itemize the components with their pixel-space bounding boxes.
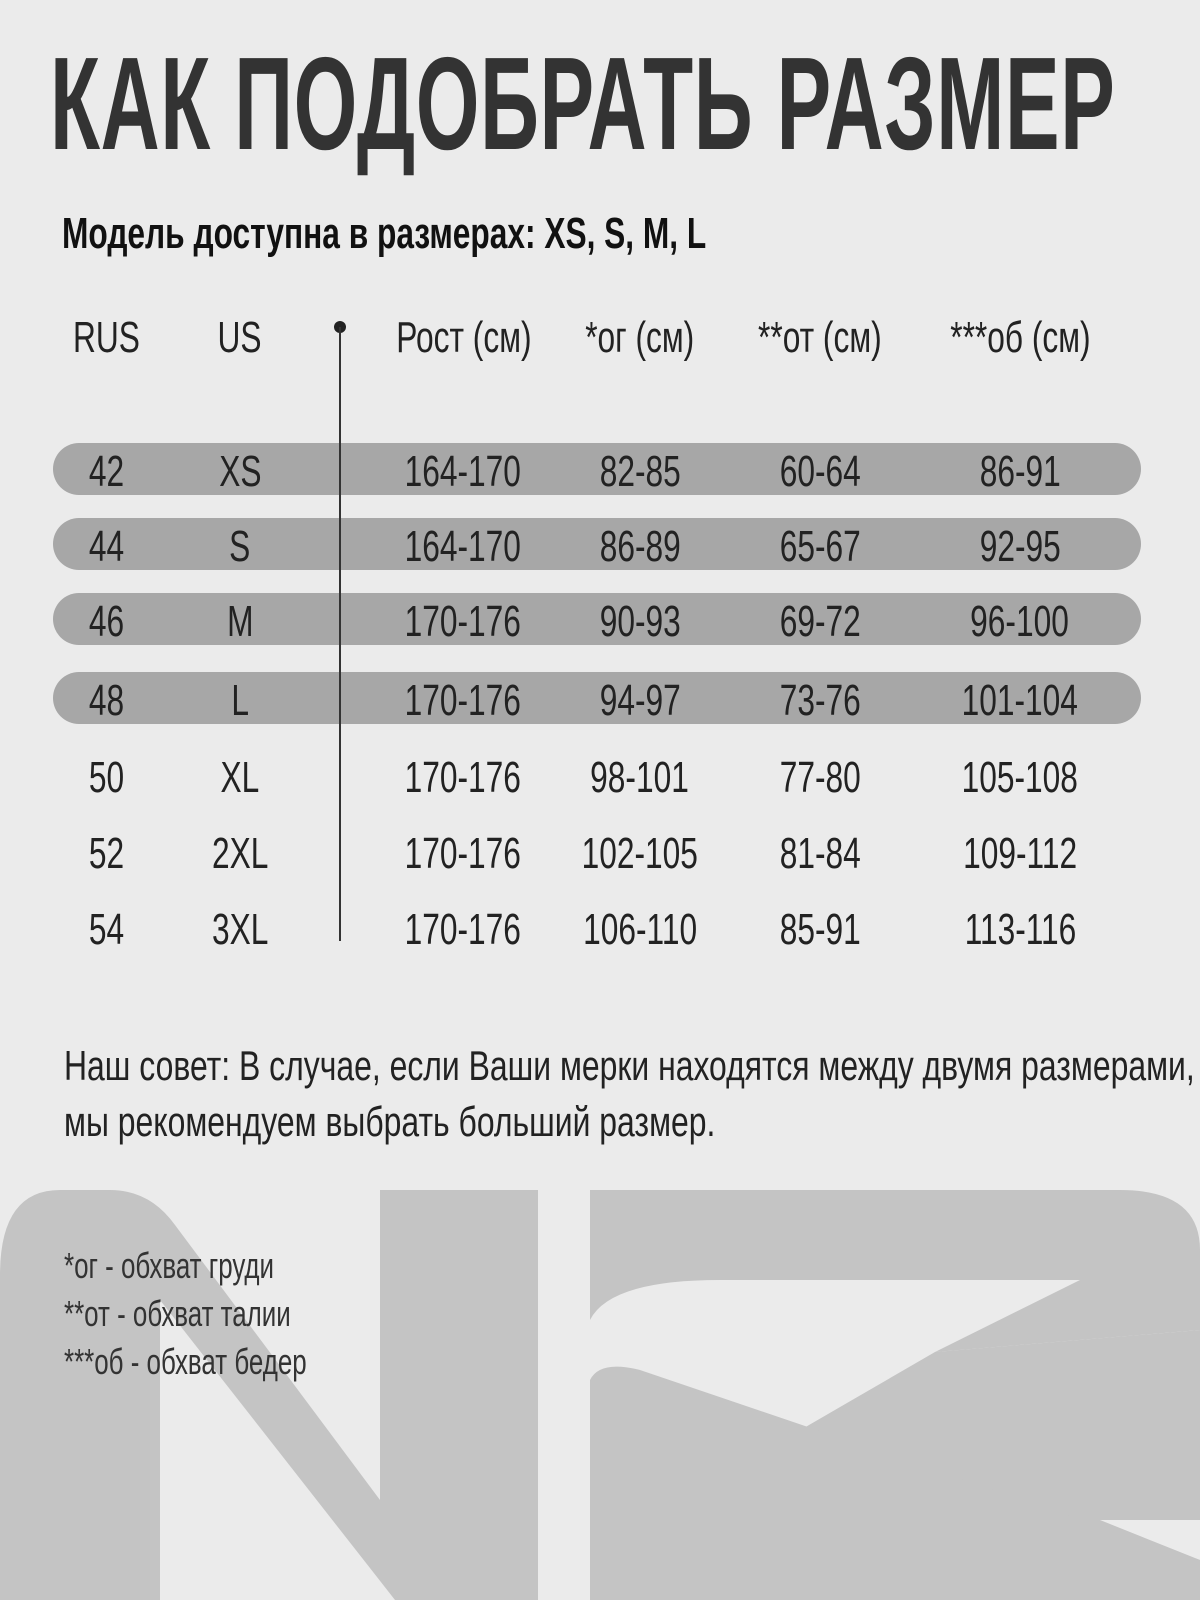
cell-us: XS: [218, 447, 262, 496]
cell-height: 170-176: [404, 753, 521, 802]
header-waist: **от (см): [758, 313, 882, 362]
cell-waist: 73-76: [779, 676, 861, 725]
cell-chest: 106-110: [583, 905, 697, 954]
cell-us: M: [226, 597, 254, 646]
header-hips: ***об (см): [949, 313, 1091, 362]
header-height: Рост (см): [396, 313, 532, 362]
header-chest: *ог (см): [585, 313, 695, 362]
cell-us: 2XL: [211, 829, 269, 878]
cell-chest: 90-93: [599, 597, 681, 646]
cell-us: S: [229, 522, 251, 571]
cell-hips: 96-100: [970, 597, 1070, 646]
cell-chest: 98-101: [590, 753, 690, 802]
cell-rus: 54: [88, 905, 124, 954]
cell-height: 170-176: [404, 676, 521, 725]
cell-waist: 81-84: [779, 829, 861, 878]
cell-hips: 101-104: [961, 676, 1079, 725]
cell-hips: 113-116: [964, 905, 1076, 954]
cell-waist: 69-72: [779, 597, 861, 646]
cell-chest: 94-97: [599, 676, 681, 725]
cell-height: 170-176: [404, 829, 521, 878]
cell-waist: 77-80: [779, 753, 861, 802]
cell-hips: 105-108: [961, 753, 1079, 802]
cell-rus: 46: [88, 597, 124, 646]
column-divider: [339, 327, 341, 941]
page-title: КАК ПОДОБРАТЬ РАЗМЕР: [50, 30, 1116, 177]
cell-rus: 50: [88, 753, 124, 802]
cell-waist: 60-64: [779, 447, 861, 496]
advice-line-1: Наш совет: В случае, если Ваши мерки находятся между двумя размерами,: [64, 1042, 1195, 1089]
cell-chest: 86-89: [599, 522, 681, 571]
cell-us: XL: [220, 753, 260, 802]
cell-rus: 48: [88, 676, 124, 725]
cell-hips: 92-95: [979, 522, 1061, 571]
advice-text: [64, 1038, 1195, 1150]
cell-hips: 86-91: [979, 447, 1061, 496]
cell-waist: 65-67: [779, 522, 861, 571]
legend-waist: **от - обхват талии: [64, 1293, 291, 1334]
cell-chest: 102-105: [581, 829, 699, 878]
available-sizes-subtitle: Модель доступна в размерах: XS, S, M, L: [62, 209, 707, 258]
cell-chest: 82-85: [599, 447, 681, 496]
cell-us: 3XL: [211, 905, 269, 954]
header-rus: RUS: [72, 313, 140, 362]
cell-us: L: [231, 676, 249, 725]
cell-rus: 42: [88, 447, 124, 496]
cell-height: 170-176: [404, 905, 521, 954]
advice-line-2: мы рекомендуем выбрать больший размер.: [64, 1098, 716, 1145]
cell-height: 164-170: [404, 522, 521, 571]
cell-hips: 109-112: [963, 829, 1077, 878]
cell-waist: 85-91: [779, 905, 861, 954]
cell-rus: 52: [88, 829, 124, 878]
cell-height: 164-170: [404, 447, 521, 496]
cell-height: 170-176: [404, 597, 521, 646]
legend-chest: *ог - обхват груди: [64, 1245, 275, 1286]
legend-hips: ***об - обхват бедер: [64, 1341, 307, 1382]
header-us: US: [217, 313, 263, 362]
cell-rus: 44: [88, 522, 124, 571]
